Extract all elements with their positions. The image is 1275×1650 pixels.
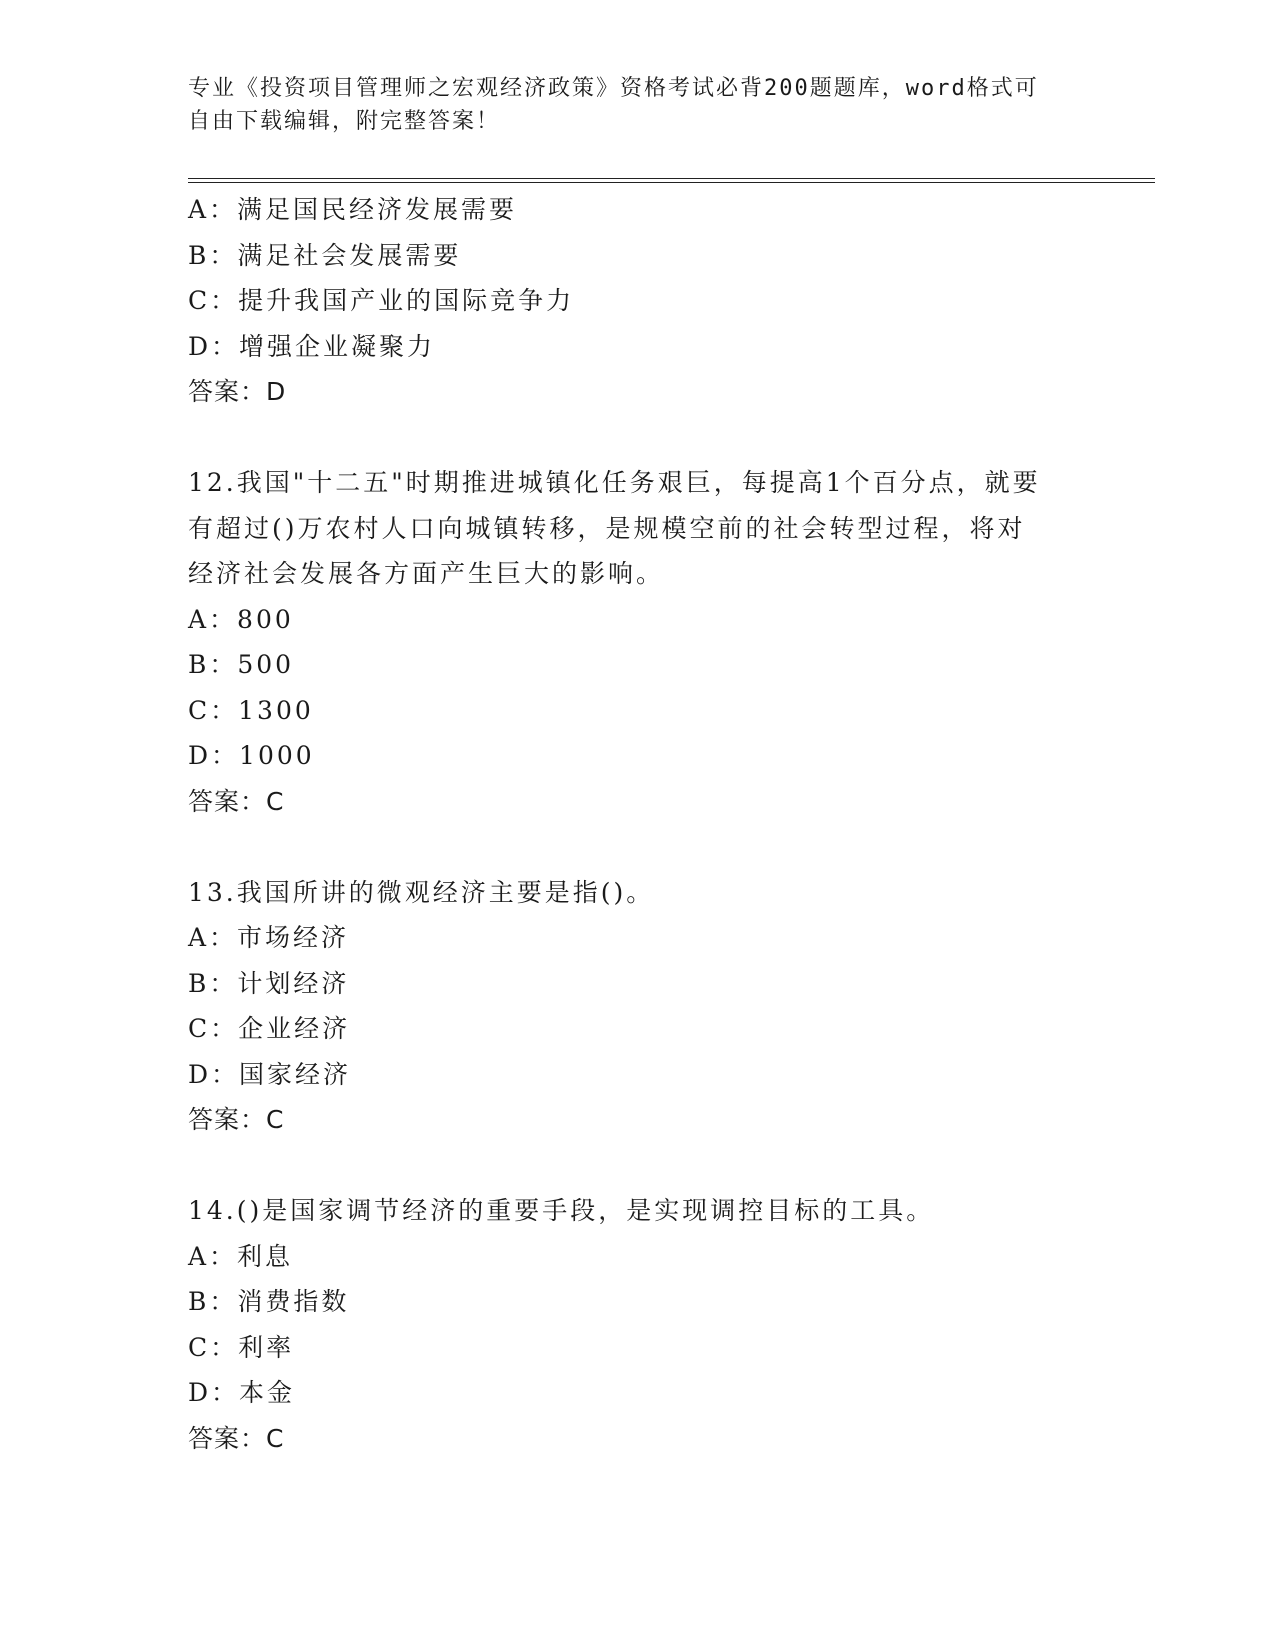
option-d: D：1000 <box>188 741 315 770</box>
question-text-line-1: 12.我国"十二五"时期推进城镇化任务艰巨，每提高1个百分点，就要 <box>188 468 1041 497</box>
spacer <box>188 824 1088 870</box>
option-d: D：本金 <box>188 1378 296 1407</box>
option-d: D：增强企业凝聚力 <box>188 331 436 361</box>
document-header <box>188 72 1068 138</box>
option-d: D：国家经济 <box>188 1059 352 1089</box>
option-b: B：满足社会发展需要 <box>188 240 462 270</box>
header-line-2: 自由下载编辑，附完整答案！ <box>188 109 501 134</box>
option-a: A：利息 <box>188 1241 294 1271</box>
question-text-line-2: 有超过()万农村人口向城镇转移，是规模空前的社会转型过程，将对 <box>188 513 1026 543</box>
option-c: C：1300 <box>188 695 314 725</box>
option-a: A：市场经济 <box>188 923 350 952</box>
question-12 <box>188 460 1088 824</box>
header-line-1: 专业《投资项目管理师之宏观经济政策》资格考试必背200题题库，word格式可 <box>188 76 1039 101</box>
question-text: 14.()是国家调节经济的重要手段，是实现调控目标的工具。 <box>188 1196 935 1225</box>
option-b: B：消费指数 <box>188 1287 350 1316</box>
question-text: 13.我国所讲的微观经济主要是指()。 <box>188 877 655 907</box>
option-c: C：企业经济 <box>188 1014 351 1043</box>
answer: 答案：C <box>188 1423 285 1453</box>
question-13 <box>188 870 1088 1143</box>
header-divider <box>188 178 1155 183</box>
spacer <box>188 415 1088 461</box>
option-a: A：800 <box>188 604 294 634</box>
option-b: B：500 <box>188 650 295 679</box>
question-14 <box>188 1188 1088 1461</box>
answer: 答案：D <box>188 377 287 406</box>
question-11 <box>188 187 1088 415</box>
question-text-line-3: 经济社会发展各方面产生巨大的影响。 <box>188 559 665 588</box>
option-c: C：利率 <box>188 1332 295 1362</box>
answer: 答案：C <box>188 1105 285 1134</box>
option-c: C：提升我国产业的国际竞争力 <box>188 286 575 315</box>
question-list <box>188 187 1088 1461</box>
option-b: B：计划经济 <box>188 968 350 998</box>
answer: 答案：C <box>188 786 285 816</box>
option-a: A：满足国民经济发展需要 <box>188 195 518 224</box>
spacer <box>188 1143 1088 1189</box>
